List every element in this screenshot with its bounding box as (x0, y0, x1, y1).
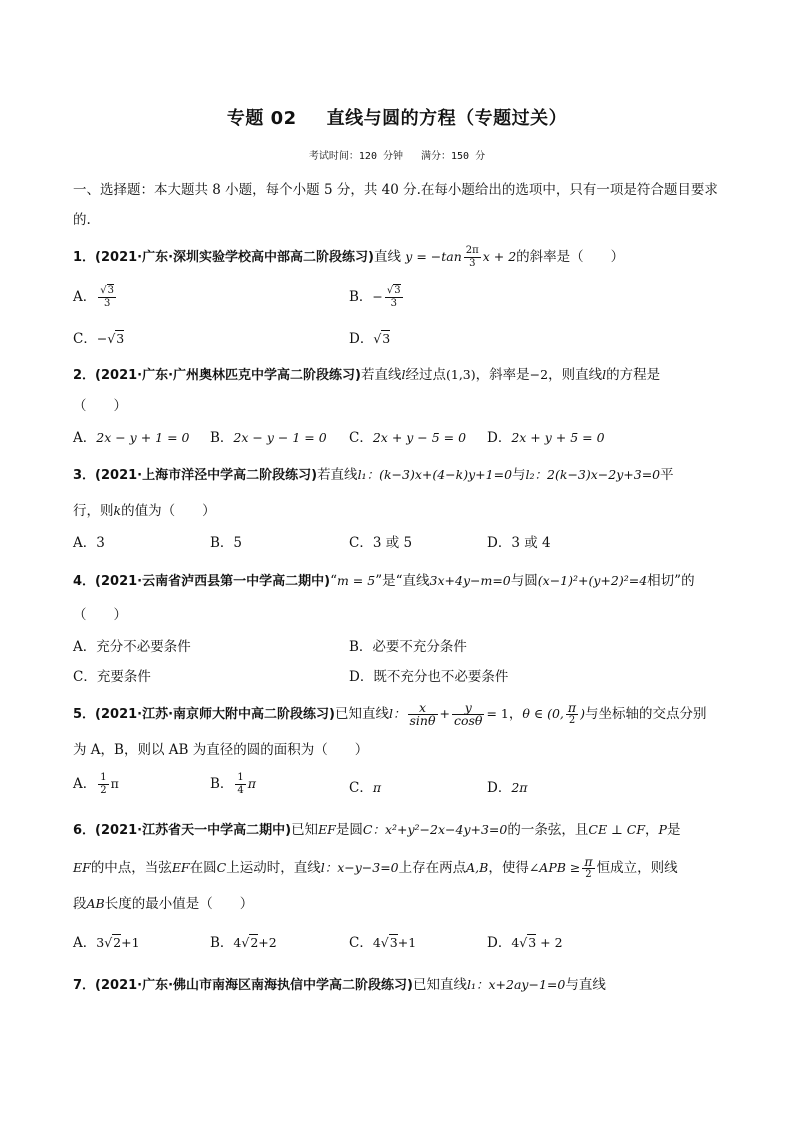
option-b[interactable]: B．− $\frac{√3}{3}$ (349, 285, 401, 309)
option-a[interactable]: A．充分不必要条件 (73, 639, 191, 655)
question-6-cont2: 段AB长度的最小值是（ ） (73, 896, 254, 912)
question-2-cont: （ ） (73, 398, 127, 414)
option-c[interactable]: C．2x + y − 5 = 0 (349, 430, 467, 446)
option-d[interactable]: D．3 或 4 (487, 535, 551, 551)
question-5: 5．(2021·江苏·南京师大附中高二阶段练习)已知直线l： $\frac{x}{\sin\theta}$ + $\frac{y}{\cos\theta}$ = 1，θ ∈ (0, $\frac{\pi}{2}$ )与坐标轴的交点分别 (73, 700, 707, 728)
option-b[interactable]: B．2x − y − 1 = 0 (210, 430, 327, 446)
option-c[interactable]: C．3 或 5 (349, 535, 413, 551)
title-sub: 直线与圆的方程（专题过关） (326, 108, 568, 129)
option-d[interactable]: D．4√3 + 2 (487, 935, 563, 951)
page-title (0, 104, 794, 130)
option-d[interactable]: D．2x + y + 5 = 0 (487, 430, 605, 446)
question-4-cont: （ ） (73, 607, 127, 623)
option-c[interactable]: C．充要条件 (73, 669, 151, 685)
option-c[interactable]: C．4√3+1 (349, 935, 417, 951)
question-3: 3．(2021·上海市洋泾中学高二阶段练习)若直线l₁：(k−3)x+(4−k)y+1=0与l₂：2(k−3)x−2y+3=0平 (73, 467, 674, 483)
question-5-cont: 为 A，B，则以 AB 为直径的圆的面积为（ ） (73, 742, 369, 758)
question-2: 2．(2021·广东·广州奥林匹克中学高二阶段练习)若直线l经过点(1,3)，斜率是−2，则直线l的方程是 (73, 367, 661, 383)
exam-meta (0, 147, 794, 162)
question-3-cont: 行，则k的值为（ ） (73, 503, 216, 519)
option-d[interactable]: D．2π (487, 780, 528, 796)
option-b[interactable]: B．4√2+2 (210, 935, 277, 951)
question-6-cont: EF的中点，当弦EF在圆C上运动时，直线l：x−y−3=0上存在两点A,B，使得∠APB ≥ $\frac{\pi}{2}$ 恒成立，则线 (73, 854, 678, 880)
question-6: 6．(2021·江苏省天一中学高二期中)已知EF是圆C：x²+y²−2x−4y+3=0的一条弦，且CE ⊥ CF，P是 (73, 822, 681, 838)
option-d[interactable]: D．既不充分也不必要条件 (349, 669, 509, 685)
option-b[interactable]: B． $\frac{1}{4}$ π (210, 772, 257, 796)
option-a[interactable]: A． $\frac{√3}{3}$ (73, 285, 114, 309)
option-b[interactable]: B．5 (210, 535, 243, 551)
option-a[interactable]: A．3√2+1 (73, 935, 140, 951)
title-main: 专题 02 (226, 108, 297, 129)
exam-time: 考试时间：120 分钟 (308, 151, 403, 162)
formula: y = −tan (405, 249, 462, 264)
question-7: 7．(2021·广东·佛山市南海区南海执信中学高二阶段练习)已知直线l₁：x+2ay−1=0与直线 (73, 977, 606, 993)
option-c[interactable]: C．π (349, 780, 382, 796)
section-heading-cont: 的. (73, 212, 91, 228)
option-b[interactable]: B．必要不充分条件 (349, 639, 467, 655)
exam-score: 满分：150 分 (421, 151, 486, 162)
option-c[interactable]: C．−√3 (73, 331, 125, 347)
option-a[interactable]: A． $\frac{1}{2}$ π (73, 772, 119, 796)
section-heading: 一、选择题：本大题共 8 小题，每个小题 5 分，共 40 分.在每小题给出的选项中，只有一项是符合题目要求 (73, 182, 718, 198)
question-1: 1．(2021·广东·深圳实验学校高中部高二阶段练习)直线 y = −tan $\frac{2\pi}{3}$ x + 2的斜率是（ ） (73, 245, 625, 269)
question-4: 4．(2021·云南省泸西县第一中学高二期中)“m = 5”是“直线3x+4y−m=0与圆(x−1)²+(y+2)²=4相切”的 (73, 573, 695, 589)
option-a[interactable]: A．3 (73, 535, 105, 551)
option-d[interactable]: D．√3 (349, 331, 391, 347)
option-a[interactable]: A．2x − y + 1 = 0 (73, 430, 190, 446)
